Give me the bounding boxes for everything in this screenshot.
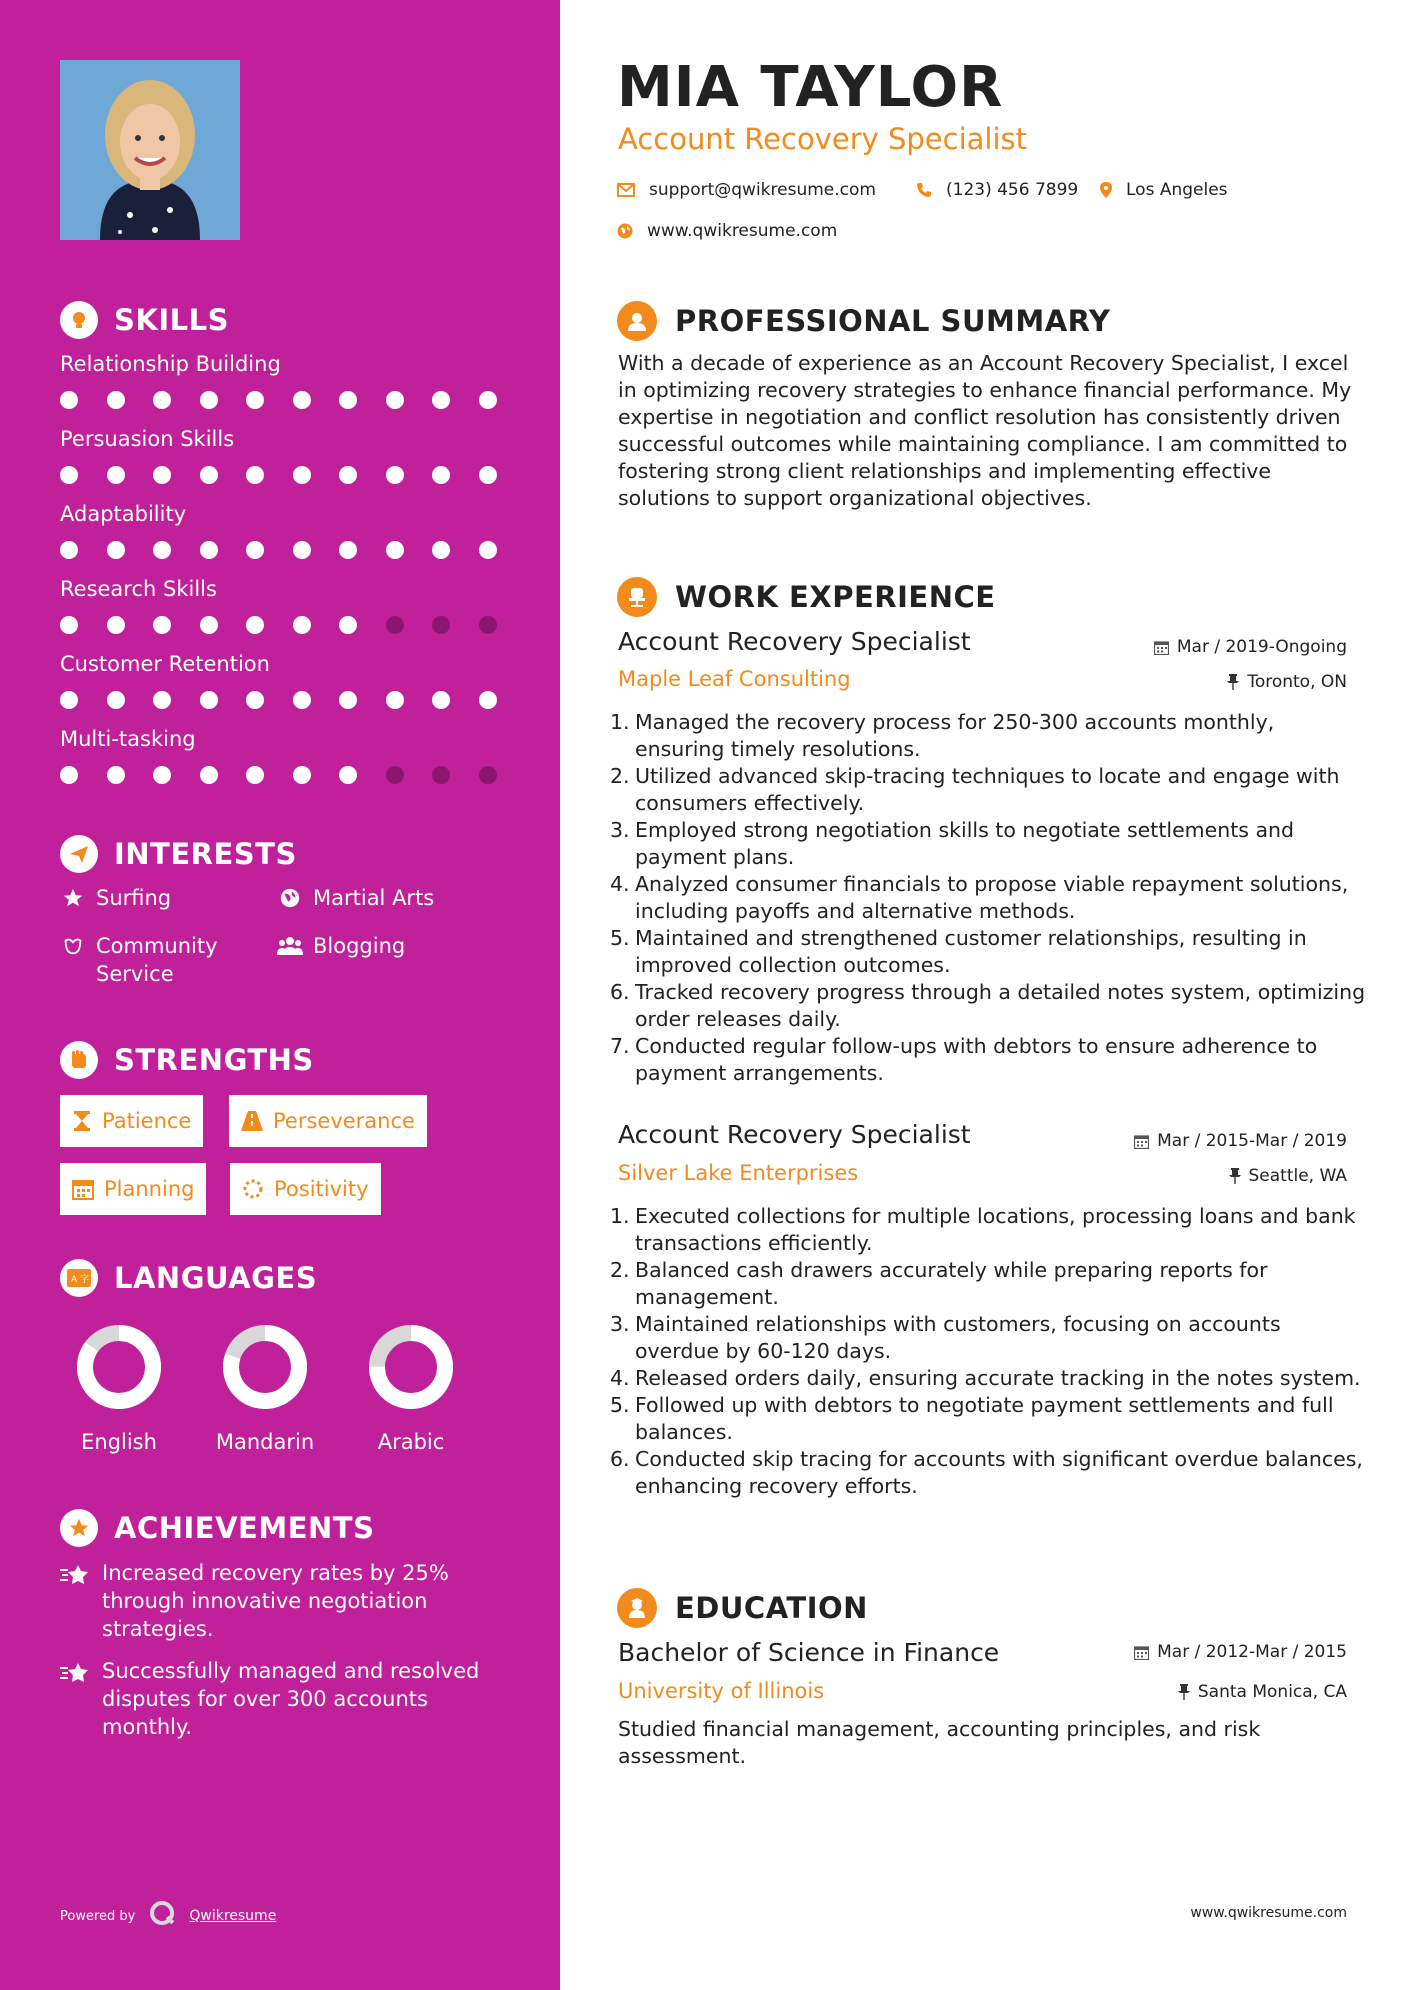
achievements-heading — [60, 1508, 374, 1548]
strength-label: Positivity — [274, 1177, 369, 1201]
envelope-icon — [617, 183, 635, 197]
education-heading — [617, 1586, 868, 1630]
skill-dot — [60, 691, 78, 709]
interest-item — [277, 932, 405, 960]
skill-dot — [339, 616, 357, 634]
skill-rating — [60, 391, 525, 409]
strength-badge — [60, 1095, 203, 1147]
languages-title: LANGUAGES — [114, 1261, 318, 1295]
users-icon — [277, 932, 303, 957]
skill-dot — [246, 391, 264, 409]
skill-dot — [386, 541, 404, 559]
pushpin-icon — [1178, 1684, 1190, 1700]
achievement-item — [60, 1559, 500, 1643]
list-item: 6. Tracked recovery progress through a detailed notes system, optimizing order releases daily. — [610, 980, 1366, 1031]
skill-dot — [479, 541, 497, 559]
skill-dot — [107, 391, 125, 409]
interest-label: Community Service — [96, 934, 218, 986]
summary-text: With a decade of experience as an Account Recovery Specialist, I excel in optimizing recovery strategies to enhance financial performance. My expertise in negotiation and conflict resolution has consistently driven successful outcomes while maintaining compliance. I am committed to fostering strong client relationships and implementing effective solutions to support organizational objectives. — [618, 351, 1352, 510]
interest-item — [60, 932, 218, 988]
skill-dot — [386, 466, 404, 484]
skill-dot — [200, 541, 218, 559]
skill-dot — [200, 766, 218, 784]
job-dates — [1134, 1131, 1347, 1151]
list-item: 1. Executed collections for multiple locations, processing loans and bank transactions efficiently. — [610, 1204, 1356, 1255]
education-dates — [1134, 1642, 1347, 1662]
qwikresume-logo-icon — [149, 1900, 177, 1932]
achievements-title: ACHIEVEMENTS — [114, 1511, 375, 1545]
spinner-icon — [242, 1178, 264, 1200]
skill-rating — [60, 466, 525, 484]
languages-heading — [60, 1258, 317, 1298]
skill-dot — [293, 541, 311, 559]
list-item: 5. Followed up with debtors to negotiate payment settlements and full balances. — [610, 1393, 1334, 1444]
skill-name: Multi-tasking — [60, 727, 196, 751]
calendar-icon — [1154, 640, 1169, 655]
skill-dot — [60, 466, 78, 484]
skill-dot — [386, 691, 404, 709]
experience-title: WORK EXPERIENCE — [675, 580, 996, 614]
skill-dot — [479, 391, 497, 409]
language-ring — [74, 1322, 164, 1412]
skill-dot — [479, 616, 497, 634]
road-icon — [241, 1111, 263, 1131]
list-item: 4. Analyzed consumer financials to propose viable repayment solutions, including payoffs and alternative methods. — [610, 872, 1349, 923]
skill-rating — [60, 616, 525, 634]
skill-dot — [293, 391, 311, 409]
user-icon — [617, 301, 657, 341]
skill-dot — [432, 766, 450, 784]
language-label: Arabic — [377, 1430, 445, 1454]
candidate-name: MIA TAYLOR — [617, 55, 1004, 120]
hourglass-icon — [72, 1110, 92, 1132]
globe-icon — [277, 884, 303, 909]
calendar-icon — [1134, 1645, 1149, 1660]
skill-dot — [200, 391, 218, 409]
interest-label: Surfing — [96, 886, 172, 910]
lightbulb-icon — [60, 301, 98, 339]
globe-icon — [617, 223, 633, 239]
pushpin-icon — [1229, 1168, 1241, 1184]
skill-dot — [107, 691, 125, 709]
skill-dot — [153, 766, 171, 784]
list-item: 2. Balanced cash drawers accurately while preparing reports for management. — [610, 1258, 1268, 1309]
pushpin-icon — [1227, 674, 1239, 690]
skill-dot — [246, 466, 264, 484]
contact-email[interactable] — [617, 180, 876, 200]
star-badge-icon — [60, 1509, 98, 1547]
experience-heading — [617, 575, 996, 619]
sidebar — [0, 0, 560, 1990]
skill-dot — [479, 766, 497, 784]
main-content — [560, 0, 1407, 1990]
calendar-icon — [1134, 1134, 1149, 1149]
skill-dot — [200, 616, 218, 634]
location-text: Los Angeles — [1126, 180, 1228, 200]
list-item: 2. Utilized advanced skip-tracing techniques to locate and engage with consumers effectively. — [610, 764, 1340, 815]
language-label: English — [81, 1430, 157, 1454]
job-company: Maple Leaf Consulting — [618, 667, 851, 691]
powered-by-label: Powered by — [60, 1908, 136, 1924]
strength-badge — [229, 1095, 427, 1147]
skill-dot — [107, 466, 125, 484]
education-school: University of Illinois — [618, 1679, 825, 1703]
skill-dot — [60, 391, 78, 409]
language-ring — [366, 1322, 456, 1412]
skill-dot — [153, 691, 171, 709]
skill-dot — [479, 691, 497, 709]
shooting-star-icon — [60, 1559, 92, 1643]
svg-text:字: 字 — [80, 1275, 90, 1285]
powered-by — [60, 1900, 276, 1932]
candidate-role: Account Recovery Specialist — [618, 122, 1028, 156]
language-label: Mandarin — [215, 1430, 315, 1454]
skill-dot — [386, 766, 404, 784]
education-location-text: Santa Monica, CA — [1197, 1682, 1347, 1702]
list-item: 7. Conducted regular follow-ups with debtors to ensure adherence to payment arrangements. — [610, 1034, 1318, 1085]
list-item: 5. Maintained and strengthened customer relationships, resulting in improved collection outcomes. — [610, 926, 1307, 977]
interest-item — [60, 884, 171, 912]
phone-text: (123) 456 7899 — [946, 180, 1079, 200]
skill-dot — [432, 616, 450, 634]
calendar-icon — [72, 1178, 94, 1200]
hands-icon — [60, 932, 86, 957]
skill-dot — [107, 616, 125, 634]
interest-label: Blogging — [313, 934, 406, 958]
skill-dot — [293, 616, 311, 634]
job-location — [1227, 672, 1347, 692]
summary-title: PROFESSIONAL SUMMARY — [675, 304, 1111, 338]
skill-rating — [60, 541, 525, 559]
skill-dot — [60, 766, 78, 784]
skill-dot — [339, 466, 357, 484]
skill-dot — [293, 691, 311, 709]
skill-dot — [246, 691, 264, 709]
strengths-heading — [60, 1040, 314, 1080]
skill-dot — [386, 616, 404, 634]
shooting-star-icon — [60, 1657, 92, 1741]
education-dates-text: Mar / 2012-Mar / 2015 — [1157, 1642, 1347, 1662]
skill-dot — [293, 766, 311, 784]
job-location-text: Seattle, WA — [1248, 1166, 1347, 1186]
phone-icon — [916, 182, 932, 198]
graduate-icon — [617, 1588, 657, 1628]
fist-icon — [60, 1041, 98, 1079]
skill-name: Customer Retention — [60, 652, 270, 676]
language-icon — [60, 1259, 98, 1297]
language-item — [205, 1322, 325, 1454]
job-bullets — [610, 709, 1370, 1087]
skill-name: Persuasion Skills — [60, 427, 235, 451]
skill-dot — [479, 466, 497, 484]
strength-badge — [60, 1163, 206, 1215]
job-company: Silver Lake Enterprises — [618, 1161, 859, 1185]
skill-dot — [153, 466, 171, 484]
education-location — [1178, 1682, 1347, 1702]
skill-dot — [153, 391, 171, 409]
job-location — [1229, 1166, 1348, 1186]
skill-dot — [246, 766, 264, 784]
list-item: 6. Conducted skip tracing for accounts with significant overdue balances, enhancing recovery efforts. — [610, 1447, 1363, 1498]
skill-dot — [153, 616, 171, 634]
skill-dot — [339, 391, 357, 409]
list-item: 4. Released orders daily, ensuring accurate tracking in the notes system. — [610, 1366, 1361, 1390]
job-title: Account Recovery Specialist — [618, 627, 971, 656]
skill-dot — [200, 691, 218, 709]
interest-label: Martial Arts — [313, 886, 435, 910]
skill-dot — [107, 541, 125, 559]
skills-title: SKILLS — [114, 303, 229, 337]
contact-phone[interactable] — [916, 180, 1078, 200]
skill-name: Research Skills — [60, 577, 217, 601]
contact-location — [1100, 180, 1228, 200]
skill-dot — [339, 766, 357, 784]
job-dates-text: Mar / 2015-Mar / 2019 — [1157, 1131, 1347, 1151]
star-icon — [60, 884, 86, 909]
skill-dot — [339, 541, 357, 559]
job-bullets — [610, 1203, 1370, 1500]
language-ring — [220, 1322, 310, 1412]
interests-title: INTERESTS — [114, 837, 297, 871]
education-degree: Bachelor of Science in Finance — [618, 1638, 1000, 1667]
interests-heading — [60, 834, 297, 874]
skill-dot — [432, 391, 450, 409]
skill-dot — [386, 391, 404, 409]
job-dates — [1154, 637, 1347, 657]
list-item: 1. Managed the recovery process for 250-300 accounts monthly, ensuring timely resolutions. — [610, 710, 1275, 761]
education-description: Studied financial management, accounting principles, and risk assessment. — [618, 1717, 1261, 1768]
qwikresume-link[interactable]: Qwikresume — [189, 1908, 277, 1924]
skill-dot — [432, 691, 450, 709]
job-dates-text: Mar / 2019-Ongoing — [1176, 637, 1347, 657]
list-item: 3. Maintained relationships with customers, focusing on accounts overdue by 60-120 days. — [610, 1312, 1281, 1363]
skill-dot — [293, 466, 311, 484]
skill-dot — [60, 616, 78, 634]
skill-dot — [60, 541, 78, 559]
language-item — [351, 1322, 471, 1454]
briefcase-chair-icon — [617, 577, 657, 617]
skill-dot — [200, 466, 218, 484]
skill-name: Adaptability — [60, 502, 187, 526]
strength-badge — [230, 1163, 381, 1215]
skill-name: Relationship Building — [60, 352, 281, 376]
achievement-text: Increased recovery rates by 25% through innovative negotiation strategies. — [102, 1561, 449, 1641]
svg-text:A: A — [71, 1275, 78, 1285]
list-item: 3. Employed strong negotiation skills to negotiate settlements and payment plans. — [610, 818, 1295, 869]
skill-rating — [60, 766, 525, 784]
job-title: Account Recovery Specialist — [618, 1120, 971, 1149]
achievement-item — [60, 1657, 500, 1741]
skill-rating — [60, 691, 525, 709]
achievement-text: Successfully managed and resolved disputes for over 300 accounts monthly. — [102, 1659, 480, 1739]
skill-dot — [153, 541, 171, 559]
strength-label: Planning — [104, 1177, 195, 1201]
skill-dot — [246, 616, 264, 634]
skill-dot — [246, 541, 264, 559]
profile-photo — [60, 60, 240, 240]
footer-url[interactable]: www.qwikresume.com — [1190, 1905, 1347, 1921]
skill-dot — [107, 766, 125, 784]
strengths-title: STRENGTHS — [114, 1043, 314, 1077]
contact-website[interactable] — [617, 221, 837, 241]
job-location-text: Toronto, ON — [1247, 672, 1347, 692]
skills-heading — [60, 300, 229, 340]
skill-dot — [339, 691, 357, 709]
language-item — [59, 1322, 179, 1454]
website-text: www.qwikresume.com — [647, 221, 838, 241]
map-pin-icon — [1100, 182, 1112, 198]
summary-heading — [617, 299, 1110, 343]
education-title: EDUCATION — [675, 1591, 868, 1625]
strength-label: Patience — [102, 1109, 192, 1133]
email-text: support@qwikresume.com — [649, 180, 876, 200]
paper-plane-icon — [60, 835, 98, 873]
strength-label: Perseverance — [273, 1109, 415, 1133]
interest-item — [277, 884, 434, 912]
skill-dot — [432, 541, 450, 559]
skill-dot — [432, 466, 450, 484]
